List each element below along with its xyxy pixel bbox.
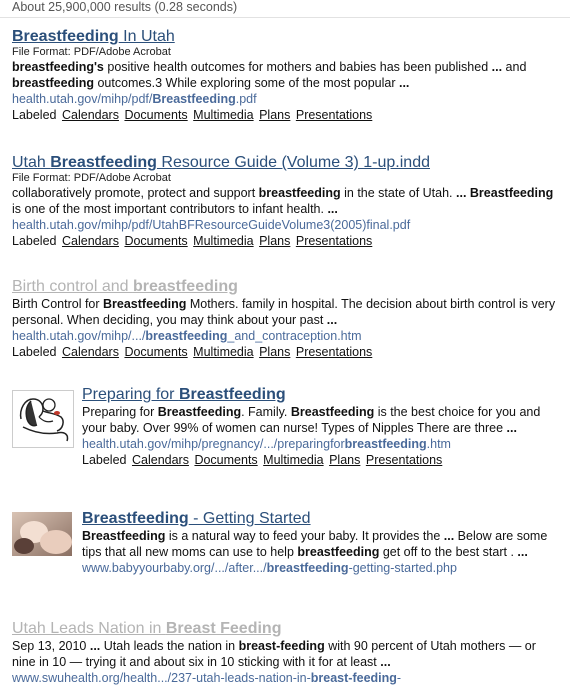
labels-prefix: Labeled bbox=[12, 345, 57, 359]
text-segment: breast-feeding bbox=[238, 639, 325, 653]
text-segment: .pdf bbox=[235, 92, 257, 106]
text-segment: Breastfeeding bbox=[469, 186, 554, 200]
text-segment: Breast Feeding bbox=[165, 620, 282, 637]
text-segment: Birth control and bbox=[12, 278, 133, 295]
text-segment: breastfeeding's bbox=[12, 60, 104, 74]
label-link-plans[interactable]: Plans bbox=[259, 234, 291, 248]
text-segment: breastfeeding bbox=[132, 278, 238, 295]
thumbnail-image[interactable] bbox=[12, 390, 74, 448]
result-title-link[interactable] bbox=[12, 619, 562, 638]
text-segment: health.utah.gov/mihp/pdf/ bbox=[12, 92, 153, 106]
text-segment: positive health outcomes for mothers and babies has been published bbox=[103, 60, 492, 74]
label-link-presentations[interactable]: Presentations bbox=[365, 453, 443, 467]
file-format: File Format: PDF/Adobe Acrobat bbox=[12, 46, 171, 58]
text-segment: ... bbox=[456, 186, 467, 200]
text-segment: Breastfeeding bbox=[82, 510, 189, 527]
text-segment: ... bbox=[380, 655, 391, 669]
label-link-plans[interactable]: Plans bbox=[259, 108, 291, 122]
text-segment: - bbox=[396, 671, 402, 685]
text-segment: ... bbox=[89, 639, 101, 653]
search-result bbox=[12, 153, 562, 249]
text-segment: Preparing for bbox=[82, 405, 158, 419]
label-link-multimedia[interactable]: Multimedia bbox=[193, 345, 254, 359]
result-snippet bbox=[12, 638, 562, 670]
result-url bbox=[82, 436, 562, 452]
text-segment: .htm bbox=[426, 437, 451, 451]
text-segment: is the best choice for you and your baby. Over 99% of women can nurse! Types of Nipples There are three bbox=[82, 405, 541, 435]
label-link-calendars[interactable]: Calendars bbox=[61, 345, 119, 359]
result-labels bbox=[82, 452, 562, 468]
mother-nursing-illustration-icon bbox=[13, 391, 73, 447]
text-segment: Breastfeeding bbox=[82, 529, 166, 543]
text-segment: ... bbox=[491, 60, 503, 74]
label-link-plans[interactable]: Plans bbox=[329, 453, 361, 467]
result-snippet bbox=[12, 185, 562, 217]
text-segment: breastfeeding bbox=[12, 76, 94, 90]
text-segment: Breastfeeding bbox=[12, 28, 119, 45]
text-segment: www.babyyourbaby.org/.../after.../ bbox=[82, 561, 267, 575]
text-segment: ... bbox=[327, 202, 338, 216]
label-link-presentations[interactable]: Presentations bbox=[295, 345, 373, 359]
text-segment: health.utah.gov/mihp/.../ bbox=[12, 329, 146, 343]
text-segment: Resource Guide (Volume 3) 1-up.indd bbox=[156, 154, 430, 171]
text-segment: Utah leads the nation in bbox=[100, 639, 239, 653]
labels-prefix: Labeled bbox=[12, 108, 57, 122]
label-link-presentations[interactable]: Presentations bbox=[295, 234, 373, 248]
text-segment: breast-feeding bbox=[310, 671, 397, 685]
text-segment: Mothers. family in hospital. The decision about birth control is very personal. When deciding, you may think about your past bbox=[12, 297, 556, 327]
result-url bbox=[12, 328, 562, 344]
text-segment: outcomes.3 While exploring some of the most popular bbox=[93, 76, 399, 90]
text-segment: Below are some tips that all new moms can use to help bbox=[82, 529, 548, 559]
result-url bbox=[12, 91, 562, 107]
result-title-link[interactable] bbox=[12, 27, 562, 46]
result-url bbox=[12, 217, 562, 233]
result-title-link[interactable] bbox=[12, 277, 562, 296]
label-link-multimedia[interactable]: Multimedia bbox=[193, 108, 254, 122]
text-segment: Birth Control for bbox=[12, 297, 104, 311]
text-segment: In Utah bbox=[118, 28, 175, 45]
result-title-link[interactable] bbox=[12, 153, 562, 172]
search-result bbox=[12, 27, 562, 123]
label-link-plans[interactable]: Plans bbox=[259, 345, 291, 359]
labels-prefix: Labeled bbox=[82, 453, 127, 467]
text-segment: breastfeeding bbox=[266, 561, 349, 575]
label-link-multimedia[interactable]: Multimedia bbox=[263, 453, 324, 467]
result-snippet bbox=[12, 59, 562, 91]
label-link-documents[interactable]: Documents bbox=[124, 108, 188, 122]
label-link-presentations[interactable]: Presentations bbox=[295, 108, 373, 122]
label-link-calendars[interactable]: Calendars bbox=[61, 234, 119, 248]
text-segment: with 90 percent of Utah mothers — or nine in 10 — trying it and about six in 10 sticking with it for at least bbox=[12, 639, 536, 669]
result-title-link[interactable] bbox=[82, 509, 562, 528]
text-segment: ... bbox=[326, 313, 338, 327]
search-result bbox=[12, 277, 562, 360]
result-body bbox=[82, 509, 562, 576]
text-segment: ... bbox=[506, 421, 517, 435]
text-segment: Sep 13, 2010 bbox=[12, 639, 90, 653]
text-segment: collaboratively promote, protect and support bbox=[12, 186, 259, 200]
label-link-calendars[interactable]: Calendars bbox=[131, 453, 189, 467]
label-link-multimedia[interactable]: Multimedia bbox=[193, 234, 254, 248]
result-title-link[interactable] bbox=[82, 385, 562, 404]
text-segment: breastfeeding bbox=[258, 186, 341, 200]
text-segment: breastfeeding bbox=[145, 329, 228, 343]
text-segment: ... bbox=[443, 529, 455, 543]
thumbnail-image[interactable] bbox=[12, 512, 72, 556]
text-segment: and bbox=[502, 60, 527, 74]
result-labels bbox=[12, 233, 562, 249]
text-segment: www.swuhealth.org/health.../237-utah-leads-nation-in- bbox=[12, 671, 311, 685]
text-segment: Utah Leads Nation in bbox=[12, 620, 166, 637]
text-segment: Breastfeeding bbox=[157, 405, 242, 419]
text-segment: Breastfeeding bbox=[178, 386, 286, 403]
text-segment: Breastfeeding bbox=[152, 92, 236, 106]
result-snippet bbox=[82, 528, 562, 560]
result-snippet bbox=[82, 404, 562, 436]
label-link-documents[interactable]: Documents bbox=[124, 234, 188, 248]
result-url bbox=[82, 560, 562, 576]
labels-prefix: Labeled bbox=[12, 234, 57, 248]
text-segment: Breastfeeding bbox=[103, 297, 187, 311]
text-segment: _and_contraception.htm bbox=[227, 329, 362, 343]
text-segment: in the state of Utah. bbox=[340, 186, 456, 200]
text-segment: Breastfeeding bbox=[50, 154, 157, 171]
result-url bbox=[12, 670, 562, 686]
results-stats: About 25,900,000 results (0.28 seconds) bbox=[0, 0, 570, 18]
text-segment: ... bbox=[398, 76, 410, 90]
text-segment: breastfeeding bbox=[344, 437, 427, 451]
text-segment: -getting-started.php bbox=[348, 561, 457, 575]
text-segment: - Getting Started bbox=[188, 510, 311, 527]
result-labels bbox=[12, 344, 562, 360]
text-segment: is a natural way to feed your baby. It provides the bbox=[165, 529, 444, 543]
text-segment: is one of the most important contributors to infant health. bbox=[12, 202, 328, 216]
baby-photo-icon bbox=[12, 512, 72, 556]
result-labels bbox=[12, 107, 562, 123]
text-segment: Utah bbox=[12, 154, 51, 171]
text-segment: Breastfeeding bbox=[290, 405, 375, 419]
label-link-documents[interactable]: Documents bbox=[194, 453, 258, 467]
result-body bbox=[82, 385, 562, 468]
file-format: File Format: PDF/Adobe Acrobat bbox=[12, 172, 171, 184]
text-segment: ... bbox=[517, 545, 528, 559]
text-segment: Preparing for bbox=[82, 386, 179, 403]
label-link-calendars[interactable]: Calendars bbox=[61, 108, 119, 122]
text-segment: health.utah.gov/mihp/pregnancy/.../preparingfor bbox=[82, 437, 345, 451]
result-snippet bbox=[12, 296, 562, 328]
text-segment: breastfeeding bbox=[297, 545, 380, 559]
text-segment: health.utah.gov/mihp/pdf/UtahBFResourceGuideVolume3(2005)final.pdf bbox=[12, 218, 411, 232]
label-link-documents[interactable]: Documents bbox=[124, 345, 188, 359]
text-segment: get off to the best start . bbox=[379, 545, 518, 559]
text-segment: . Family. bbox=[241, 405, 291, 419]
search-result bbox=[12, 619, 562, 686]
